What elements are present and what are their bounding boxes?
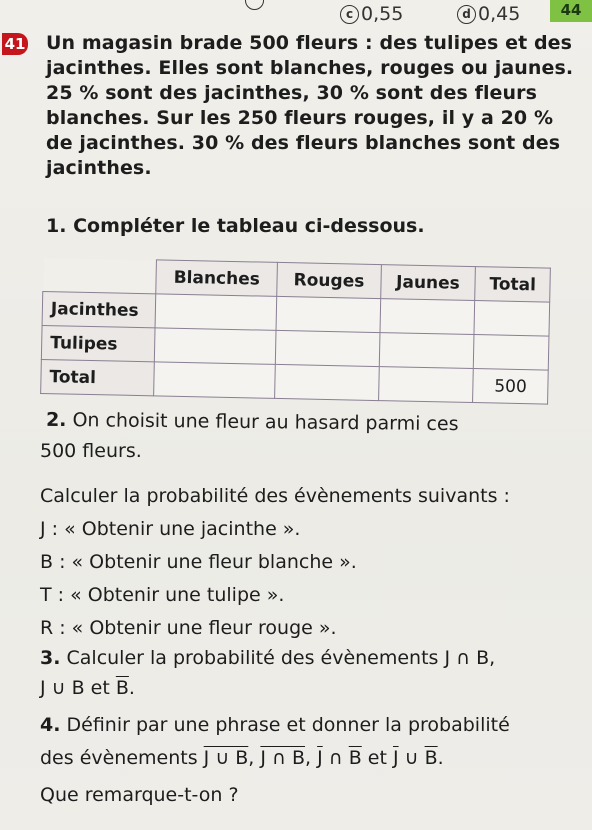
table-cell bbox=[154, 328, 276, 365]
table-header: Total bbox=[475, 267, 550, 303]
table-cell bbox=[378, 367, 474, 403]
previous-exercise-choices bbox=[0, 0, 592, 30]
table-header: Jaunes bbox=[380, 265, 476, 301]
statement-line: blanches. Sur les 250 fleurs rouges, il y a 20 % bbox=[46, 107, 554, 129]
complement-intersection: J ∩ B bbox=[260, 747, 306, 769]
question-3 bbox=[40, 645, 495, 672]
table-cell bbox=[379, 333, 475, 369]
question-1-text: Compléter le tableau ci-dessous. bbox=[73, 215, 425, 237]
cut-choice-circle bbox=[245, 0, 264, 10]
question-1-number: 1. bbox=[46, 215, 67, 237]
event-r: R : « Obtenir une fleur rouge ». bbox=[40, 617, 337, 639]
row-label: Jacinthes bbox=[42, 292, 156, 328]
union-symbol: ∪ bbox=[398, 747, 425, 769]
q4-and: et bbox=[361, 747, 393, 769]
statement-line: Un magasin brade 500 fleurs : des tulipes et des bbox=[46, 32, 573, 54]
table-cell: 500 bbox=[473, 369, 548, 405]
question-3-line2 bbox=[40, 675, 135, 702]
event-j: J : « Obtenir une jacinthe ». bbox=[40, 518, 301, 540]
q4-prefix: des évènements bbox=[40, 747, 204, 769]
question-3-number: 3. bbox=[40, 647, 61, 669]
question-4-remark: Que remarque-t-on ? bbox=[40, 784, 239, 806]
table-cell bbox=[474, 301, 549, 337]
choice-c bbox=[340, 3, 403, 25]
question-2-line1: On choisit une fleur au hasard parmi ces bbox=[72, 409, 459, 436]
question-2-number: 2. bbox=[45, 408, 67, 432]
table-cell bbox=[474, 335, 549, 371]
q4-period: . bbox=[437, 747, 444, 769]
page-number-badge: 44 bbox=[550, 0, 592, 22]
question-4-line1: Définir par une phrase et donner la probabilité bbox=[66, 714, 510, 736]
question-1 bbox=[46, 213, 425, 240]
table-header: Blanches bbox=[156, 260, 278, 297]
statement-line: jacinthes. Elles sont blanches, rouges ou jaunes. bbox=[46, 57, 574, 79]
question-2-instruction: Calculer la probabilité des évènements suivants : bbox=[40, 485, 510, 507]
table-header: Rouges bbox=[277, 262, 381, 298]
choice-d-value: 0,45 bbox=[478, 3, 521, 25]
table-cell bbox=[379, 299, 475, 335]
choice-c-letter: c bbox=[340, 5, 359, 24]
exercise-statement bbox=[46, 31, 574, 181]
statement-line: jacinthes. bbox=[46, 157, 152, 179]
table-cell bbox=[275, 364, 379, 400]
q3-events-text: J ∪ B et bbox=[40, 677, 116, 699]
question-4-number: 4. bbox=[40, 714, 61, 736]
exercise-number-badge: 41 bbox=[2, 33, 28, 55]
table-cell bbox=[154, 362, 276, 399]
statement-line: de jacinthes. 30 % des fleurs blanches sont des bbox=[46, 132, 561, 154]
choice-c-value: 0,55 bbox=[361, 3, 404, 25]
complement-union: J ∪ B bbox=[203, 747, 249, 769]
question-4 bbox=[40, 712, 510, 739]
choice-d bbox=[457, 3, 520, 25]
row-label: Total bbox=[41, 359, 155, 395]
row-label: Tulipes bbox=[41, 325, 155, 361]
complement-b: $\overline{B}$ bbox=[115, 677, 129, 699]
table-cell bbox=[155, 294, 277, 331]
complement-j: $\overline{J}$ bbox=[317, 747, 323, 769]
statement-line: 25 % sont des jacinthes, 30 % sont des fleurs bbox=[46, 82, 538, 104]
event-t: T : « Obtenir une tulipe ». bbox=[40, 584, 285, 606]
q4-sep: , bbox=[305, 747, 318, 769]
table-cell bbox=[276, 330, 380, 366]
complement-b: $\overline{B}$ bbox=[424, 747, 438, 769]
complement-b: $\overline{B}$ bbox=[348, 747, 362, 769]
event-b: B : « Obtenir une fleur blanche ». bbox=[40, 551, 357, 573]
question-2 bbox=[46, 407, 459, 438]
flower-table bbox=[40, 257, 551, 405]
question-3-line1: Calculer la probabilité des évènements J ∩ B, bbox=[66, 647, 496, 669]
intersection-symbol: ∩ bbox=[322, 747, 349, 769]
table-cell bbox=[276, 296, 380, 332]
q3-period: . bbox=[128, 677, 135, 699]
q4-sep: , bbox=[248, 747, 261, 769]
question-2-line2: 500 fleurs. bbox=[40, 440, 142, 462]
question-4-line2 bbox=[40, 745, 444, 772]
complement-j: $\overline{J}$ bbox=[392, 747, 399, 769]
choice-d-letter: d bbox=[457, 5, 476, 24]
table-corner bbox=[43, 258, 157, 294]
